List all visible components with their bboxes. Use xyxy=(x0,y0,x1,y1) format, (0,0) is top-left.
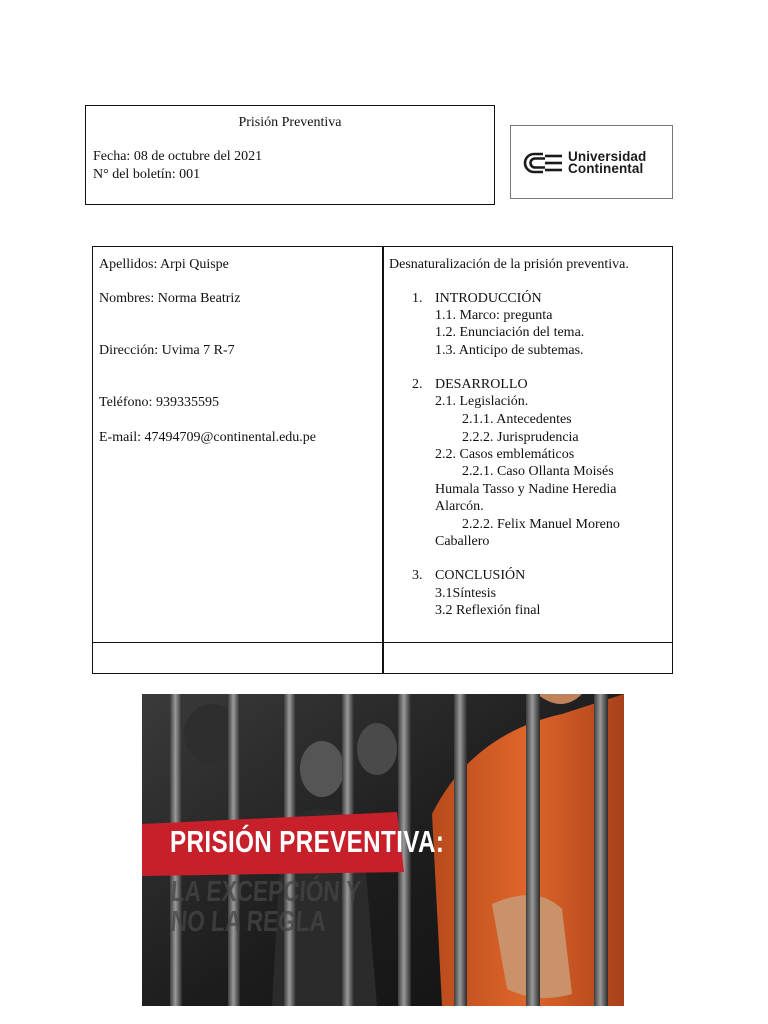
outline-item: 2.1. Legislación. xyxy=(435,394,529,409)
outline-item: 1.1. Marco: pregunta xyxy=(435,308,553,323)
section-heading: CONCLUSIÓN xyxy=(435,568,526,583)
email-field: E-mail: 47494709@continental.edu.pe xyxy=(99,430,317,445)
outline-item: Alarcón. xyxy=(435,499,484,514)
outline-item: 2.2. Casos emblemáticos xyxy=(435,447,575,462)
outline-item: 3.2 Reflexión final xyxy=(435,603,541,618)
outline-item: Caballero xyxy=(435,534,490,549)
address-field: Dirección: Uvima 7 R-7 xyxy=(99,343,235,358)
outline-item: 1.2. Enunciación del tema. xyxy=(435,325,585,340)
header-box xyxy=(85,105,495,205)
cover-image xyxy=(142,694,624,1006)
document-title: Prisión Preventiva xyxy=(238,115,342,130)
outline-item: 2.2.2. Felix Manuel Moreno xyxy=(462,517,620,532)
outline-item: Humala Tasso y Nadine Heredia xyxy=(435,482,617,497)
section-number: 1. xyxy=(412,291,423,306)
outline-item: 2.2.2. Jurisprudencia xyxy=(462,430,579,445)
logo-line-1: Universidad xyxy=(568,149,647,164)
university-logo xyxy=(510,125,673,199)
outline-title: Desnaturalización de la prisión preventiva. xyxy=(389,257,629,272)
banner-subtitle-line-1: LA EXCEPCIÓN Y xyxy=(169,876,362,908)
table-column-divider xyxy=(382,247,384,673)
outline-item: 2.1.1. Antecedentes xyxy=(462,412,572,427)
date-line: Fecha: 08 de octubre del 2021 xyxy=(93,149,263,164)
section-number: 2. xyxy=(412,377,423,392)
logo-line-2: Continental xyxy=(568,161,644,176)
phone-field: Teléfono: 939335595 xyxy=(99,395,219,410)
bulletin-number: N° del boletín: 001 xyxy=(93,167,201,182)
surnames-field: Apellidos: Arpi Quispe xyxy=(99,257,229,272)
logo-wordmark xyxy=(568,151,646,175)
section-heading: INTRODUCCIÓN xyxy=(435,291,542,306)
section-number: 3. xyxy=(412,568,423,583)
banner-headline: PRISIÓN PREVENTIVA: xyxy=(170,824,445,859)
section-heading: DESARROLLO xyxy=(435,377,528,392)
info-table xyxy=(92,246,673,674)
outline-item: 2.2.1. Caso Ollanta Moisés xyxy=(462,464,614,479)
continental-logo-icon xyxy=(523,152,563,174)
names-field: Nombres: Norma Beatriz xyxy=(99,291,241,306)
outline-item: 3.1Síntesis xyxy=(435,586,497,601)
table-row-divider xyxy=(93,642,672,643)
outline-item: 1.3. Anticipo de subtemas. xyxy=(435,343,584,358)
banner-subtitle-line-2: NO LA REGLA xyxy=(169,906,327,938)
